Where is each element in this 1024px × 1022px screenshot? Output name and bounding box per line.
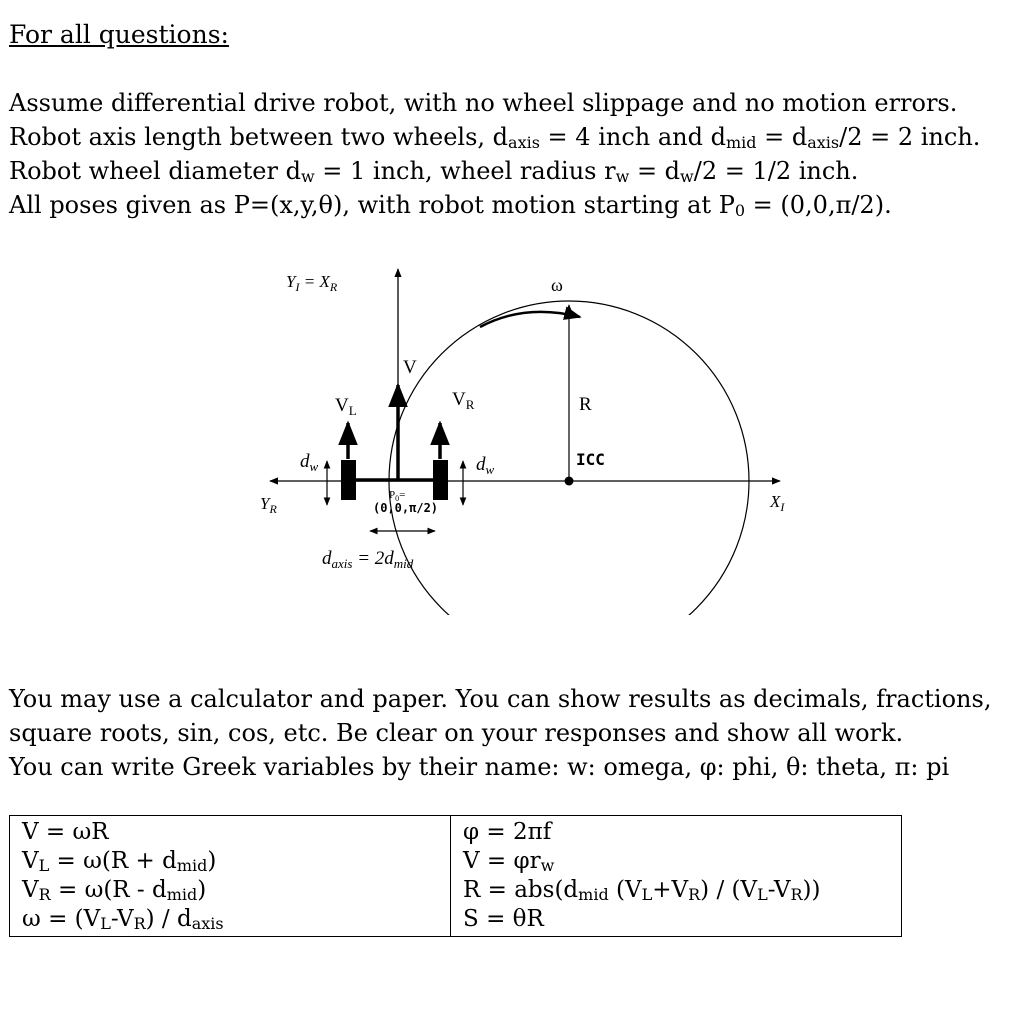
y-axis-label: $Y_I = X_R$ [286, 272, 338, 294]
p0-value: (0,0,π/2) [373, 501, 439, 515]
formula-vl: $V_L = \omega(R + d_{mid})$ [22, 848, 217, 875]
p0-label: $P_0=$ [389, 489, 406, 503]
formula-vr: $V_R = \omega(R - d_{mid})$ [22, 877, 207, 904]
formula-table [9, 815, 902, 937]
assumption-line-2: Robot axis length between two wheels, $d_{axis} = 4$ inch and $d_{mid} = d_{axis}/2 = 2$ inch. [9, 123, 981, 152]
omega-arrow [480, 312, 580, 327]
xi-label: $X_I$ [770, 492, 785, 514]
assumption-line-4: All poses given as P=(x,y,θ), with robot motion starting at $P_0 = (0,0,\pi/2)$. [9, 191, 892, 220]
assumption-line-3: Robot wheel diameter $d_w = 1$ inch, wheel radius $r_w = d_w/2 = 1/2$ inch. [9, 157, 859, 186]
daxis-label: $d_{axis} = 2d_{mid}$ [322, 548, 414, 571]
assumption-line-1: Assume differential drive robot, with no wheel slippage and no motion errors. [9, 89, 958, 117]
r-label: R [579, 394, 592, 415]
formula-column-right [451, 816, 902, 937]
formula-omega: $\omega = (V_L-V_R) / d_{axis}$ [22, 906, 224, 933]
formula-phi: φ = 2πf [463, 819, 552, 845]
right-wheel [433, 460, 448, 500]
left-wheel [341, 460, 356, 500]
vr-label: $V_R$ [452, 389, 475, 412]
vl-label: $V_L$ [335, 395, 357, 418]
calc-line-2: square roots, sin, cos, etc. Be clear on your responses and show all work. [9, 719, 904, 747]
formula-v-phi: $V = \varphi r_w$ [463, 848, 555, 875]
calc-line-3: You can write Greek variables by their name: w: omega, φ: phi, θ: theta, π: pi [9, 753, 950, 781]
heading: For all questions: [9, 20, 229, 49]
dw-left-label: $d_w$ [300, 451, 319, 474]
calculator-notes [9, 682, 1019, 784]
icc-label: ICC [576, 450, 605, 469]
formula-v: V = ωR [22, 819, 109, 845]
formula-r: $R = abs(d_{mid}$ $(V_L+V_R) / (V_L-V_R)$) [463, 877, 821, 904]
icc-point [565, 477, 574, 486]
formula-s: S = θR [463, 906, 544, 932]
dw-right-label: $d_w$ [476, 454, 495, 477]
calc-line-1: You may use a calculator and paper. You can show results as decimals, fractions, [9, 685, 992, 713]
formula-column-left [10, 816, 451, 937]
omega-label: ω [551, 275, 563, 295]
v-label: V [403, 357, 417, 378]
yr-label: $Y_R$ [260, 494, 277, 516]
assumptions [9, 86, 1014, 222]
robot-diagram [240, 255, 800, 615]
